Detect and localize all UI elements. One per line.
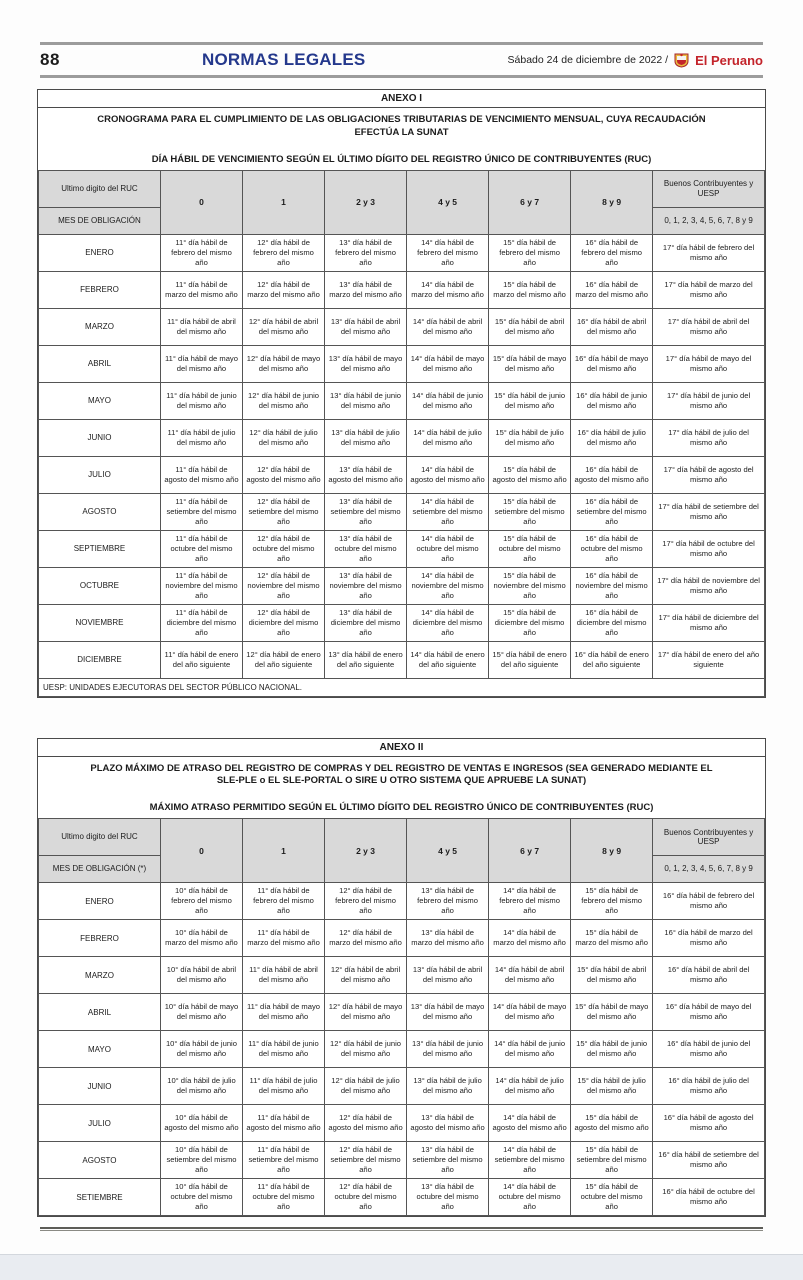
table-row	[39, 345, 765, 382]
anexo1-heading: DÍA HÁBIL DE VENCIMIENTO SEGÚN EL ÚLTIMO DÍGITO DEL REGISTRO ÚNICO DE CONTRIBUYENTES (RUC)	[151, 153, 652, 165]
due-date-cell: 15° día hábil de marzo del mismo año	[571, 920, 653, 957]
month-cell: DICIEMBRE	[39, 641, 161, 678]
month-cell: FEBRERO	[39, 271, 161, 308]
digit-header: 4 y 5	[407, 170, 489, 234]
due-date-cell: 14° día hábil de agosto del mismo año	[407, 456, 489, 493]
due-date-cell: 15° día hábil de enero del año siguiente	[489, 641, 571, 678]
month-cell: NOVIEMBRE	[39, 604, 161, 641]
due-date-cell: 10° día hábil de abril del mismo año	[160, 957, 242, 994]
due-date-cell: 13° día hábil de agosto del mismo año	[407, 1105, 489, 1142]
due-date-cell: 13° día hábil de octubre del mismo año	[325, 530, 407, 567]
due-date-cell: 11° día hábil de julio del mismo año	[242, 1068, 324, 1105]
due-date-cell: 16° día hábil de setiembre del mismo año	[653, 1142, 765, 1179]
table-row	[39, 1031, 765, 1068]
due-date-cell: 15° día hábil de noviembre del mismo año	[489, 567, 571, 604]
due-date-cell: 12° día hábil de julio del mismo año	[242, 419, 324, 456]
due-date-cell: 11° día hábil de setiembre del mismo año	[242, 1142, 324, 1179]
due-date-cell: 15° día hábil de febrero del mismo año	[489, 234, 571, 271]
anexo1-title: ANEXO I	[38, 90, 765, 108]
due-date-cell: 15° día hábil de marzo del mismo año	[489, 271, 571, 308]
table-row	[39, 920, 765, 957]
due-date-cell: 16° día hábil de abril del mismo año	[653, 957, 765, 994]
due-date-cell: 17° día hábil de setiembre del mismo año	[653, 493, 765, 530]
due-date-cell: 15° día hábil de mayo del mismo año	[489, 345, 571, 382]
anexo1-subtitle: CRONOGRAMA PARA EL CUMPLIMIENTO DE LAS OBLIGACIONES TRIBUTARIAS DE VENCIMIENTO MENSUAL, CUYA RECAUDACIÓN EFECTÚA LA SUNAT	[97, 114, 706, 138]
table-row	[39, 1105, 765, 1142]
due-date-cell: 11° día hábil de mayo del mismo año	[160, 345, 242, 382]
due-date-cell: 11° día hábil de enero del año siguiente	[160, 641, 242, 678]
anexo1-table	[38, 170, 765, 697]
due-date-cell: 14° día hábil de febrero del mismo año	[407, 234, 489, 271]
due-date-cell: 15° día hábil de octubre del mismo año	[571, 1179, 653, 1216]
due-date-cell: 10° día hábil de mayo del mismo año	[160, 994, 242, 1031]
digit-header: 1	[242, 819, 324, 883]
due-date-cell: 14° día hábil de abril del mismo año	[407, 308, 489, 345]
due-date-cell: 11° día hábil de diciembre del mismo año	[160, 604, 242, 641]
due-date-cell: 13° día hábil de junio del mismo año	[325, 382, 407, 419]
table-row	[39, 994, 765, 1031]
due-date-cell: 13° día hábil de febrero del mismo año	[407, 883, 489, 920]
due-date-cell: 17° día hábil de octubre del mismo año	[653, 530, 765, 567]
due-date-cell: 13° día hábil de julio del mismo año	[407, 1068, 489, 1105]
due-date-cell: 15° día hábil de abril del mismo año	[489, 308, 571, 345]
due-date-cell: 14° día hábil de junio del mismo año	[489, 1031, 571, 1068]
due-date-cell: 12° día hábil de febrero del mismo año	[325, 883, 407, 920]
due-date-cell: 13° día hábil de abril del mismo año	[325, 308, 407, 345]
due-date-cell: 15° día hábil de diciembre del mismo año	[489, 604, 571, 641]
page-bottom-rule	[40, 1227, 763, 1231]
month-cell: JUNIO	[39, 1068, 161, 1105]
due-date-cell: 14° día hábil de marzo del mismo año	[407, 271, 489, 308]
due-date-cell: 13° día hábil de agosto del mismo año	[325, 456, 407, 493]
masthead	[40, 45, 763, 75]
due-date-cell: 15° día hábil de agosto del mismo año	[489, 456, 571, 493]
month-cell: ABRIL	[39, 345, 161, 382]
anexo2-heading: MÁXIMO ATRASO PERMITIDO SEGÚN EL ÚLTIMO DÍGITO DEL REGISTRO ÚNICO DE CONTRIBUYENTES (RUC)	[149, 802, 654, 814]
anexo2-section	[37, 738, 766, 1218]
due-date-cell: 14° día hábil de marzo del mismo año	[489, 920, 571, 957]
due-date-cell: 16° día hábil de marzo del mismo año	[653, 920, 765, 957]
due-date-cell: 12° día hábil de marzo del mismo año	[242, 271, 324, 308]
due-date-cell: 15° día hábil de abril del mismo año	[571, 957, 653, 994]
due-date-cell: 15° día hábil de mayo del mismo año	[571, 994, 653, 1031]
buenos-contribuyentes-header: Buenos Contribuyentes y UESP	[653, 170, 765, 207]
digit-header: 8 y 9	[571, 170, 653, 234]
digit-header: 2 y 3	[325, 170, 407, 234]
due-date-cell: 11° día hábil de setiembre del mismo año	[160, 493, 242, 530]
due-date-cell: 12° día hábil de noviembre del mismo año	[242, 567, 324, 604]
due-date-cell: 12° día hábil de octubre del mismo año	[242, 530, 324, 567]
month-cell: ENERO	[39, 883, 161, 920]
due-date-cell: 14° día hábil de mayo del mismo año	[407, 345, 489, 382]
due-date-cell: 14° día hábil de noviembre del mismo año	[407, 567, 489, 604]
due-date-cell: 10° día hábil de agosto del mismo año	[160, 1105, 242, 1142]
due-date-cell: 16° día hábil de agosto del mismo año	[653, 1105, 765, 1142]
due-date-cell: 11° día hábil de noviembre del mismo año	[160, 567, 242, 604]
due-date-cell: 11° día hábil de agosto del mismo año	[160, 456, 242, 493]
anexo2-subtitle: PLAZO MÁXIMO DE ATRASO DEL REGISTRO DE COMPRAS Y DEL REGISTRO DE VENTAS E INGRESOS (SEA GENERADO MEDIANTE EL SLE-PLE o EL SLE-PORTAL O SIRE U OTRO SISTEMA QUE APRUEBE LA SUNAT)	[90, 762, 713, 787]
digit-header: 0	[160, 819, 242, 883]
month-cell: AGOSTO	[39, 493, 161, 530]
due-date-cell: 12° día hábil de mayo del mismo año	[242, 345, 324, 382]
due-date-cell: 16° día hábil de julio del mismo año	[571, 419, 653, 456]
table-row	[39, 382, 765, 419]
due-date-cell: 15° día hábil de julio del mismo año	[571, 1068, 653, 1105]
due-date-cell: 11° día hábil de octubre del mismo año	[242, 1179, 324, 1216]
digit-header: 6 y 7	[489, 819, 571, 883]
brand-name: El Peruano	[695, 52, 763, 68]
due-date-cell: 13° día hábil de mayo del mismo año	[407, 994, 489, 1031]
due-date-cell: 14° día hábil de julio del mismo año	[407, 419, 489, 456]
due-date-cell: 15° día hábil de junio del mismo año	[571, 1031, 653, 1068]
due-date-cell: 11° día hábil de febrero del mismo año	[242, 883, 324, 920]
due-date-cell: 11° día hábil de octubre del mismo año	[160, 530, 242, 567]
due-date-cell: 13° día hábil de marzo del mismo año	[325, 271, 407, 308]
month-cell: SEPTIEMBRE	[39, 530, 161, 567]
page-number: 88	[40, 50, 60, 69]
due-date-cell: 13° día hábil de mayo del mismo año	[325, 345, 407, 382]
due-date-cell: 17° día hábil de febrero del mismo año	[653, 234, 765, 271]
due-date-cell: 14° día hábil de setiembre del mismo año	[489, 1142, 571, 1179]
due-date-cell: 17° día hábil de julio del mismo año	[653, 419, 765, 456]
due-date-cell: 12° día hábil de febrero del mismo año	[242, 234, 324, 271]
due-date-cell: 11° día hábil de julio del mismo año	[160, 419, 242, 456]
due-date-cell: 13° día hábil de noviembre del mismo año	[325, 567, 407, 604]
uesp-footnote: UESP: UNIDADES EJECUTORAS DEL SECTOR PÚBLICO NACIONAL.	[39, 678, 765, 696]
due-date-cell: 11° día hábil de abril del mismo año	[160, 308, 242, 345]
ruc-digit-corner-label: Ultimo digito del RUC	[39, 819, 161, 856]
due-date-cell: 17° día hábil de mayo del mismo año	[653, 345, 765, 382]
due-date-cell: 16° día hábil de agosto del mismo año	[571, 456, 653, 493]
table-row	[39, 308, 765, 345]
month-cell: JUNIO	[39, 419, 161, 456]
table-row	[39, 234, 765, 271]
due-date-cell: 10° día hábil de octubre del mismo año	[160, 1179, 242, 1216]
table-row	[39, 1142, 765, 1179]
due-date-cell: 14° día hábil de febrero del mismo año	[489, 883, 571, 920]
due-date-cell: 15° día hábil de junio del mismo año	[489, 382, 571, 419]
buenos-contribuyentes-header: Buenos Contribuyentes y UESP	[653, 819, 765, 856]
due-date-cell: 14° día hábil de octubre del mismo año	[489, 1179, 571, 1216]
due-date-cell: 15° día hábil de febrero del mismo año	[571, 883, 653, 920]
due-date-cell: 14° día hábil de setiembre del mismo año	[407, 493, 489, 530]
month-cell: JULIO	[39, 456, 161, 493]
due-date-cell: 17° día hábil de noviembre del mismo año	[653, 567, 765, 604]
digit-header: 1	[242, 170, 324, 234]
due-date-cell: 14° día hábil de mayo del mismo año	[489, 994, 571, 1031]
due-date-cell: 15° día hábil de octubre del mismo año	[489, 530, 571, 567]
due-date-cell: 12° día hábil de setiembre del mismo año	[242, 493, 324, 530]
digit-header: 2 y 3	[325, 819, 407, 883]
due-date-cell: 16° día hábil de octubre del mismo año	[571, 530, 653, 567]
due-date-cell: 16° día hábil de mayo del mismo año	[571, 345, 653, 382]
due-date-cell: 17° día hábil de diciembre del mismo año	[653, 604, 765, 641]
due-date-cell: 12° día hábil de agosto del mismo año	[242, 456, 324, 493]
due-date-cell: 12° día hábil de abril del mismo año	[325, 957, 407, 994]
due-date-cell: 13° día hábil de enero del año siguiente	[325, 641, 407, 678]
due-date-cell: 16° día hábil de junio del mismo año	[653, 1031, 765, 1068]
due-date-cell: 11° día hábil de junio del mismo año	[242, 1031, 324, 1068]
mes-obligacion-label: MES DE OBLIGACIÓN	[39, 207, 161, 234]
mes-obligacion-label: MES DE OBLIGACIÓN (*)	[39, 856, 161, 883]
due-date-cell: 11° día hábil de marzo del mismo año	[160, 271, 242, 308]
due-date-cell: 12° día hábil de marzo del mismo año	[325, 920, 407, 957]
due-date-cell: 16° día hábil de enero del año siguiente	[571, 641, 653, 678]
due-date-cell: 12° día hábil de mayo del mismo año	[325, 994, 407, 1031]
due-date-cell: 15° día hábil de setiembre del mismo año	[489, 493, 571, 530]
due-date-cell: 17° día hábil de junio del mismo año	[653, 382, 765, 419]
month-cell: MAYO	[39, 1031, 161, 1068]
due-date-cell: 14° día hábil de abril del mismo año	[489, 957, 571, 994]
due-date-cell: 13° día hábil de abril del mismo año	[407, 957, 489, 994]
due-date-cell: 14° día hábil de julio del mismo año	[489, 1068, 571, 1105]
due-date-cell: 12° día hábil de junio del mismo año	[325, 1031, 407, 1068]
masthead-right	[508, 53, 763, 68]
anexo2-table	[38, 818, 765, 1216]
due-date-cell: 16° día hábil de setiembre del mismo año	[571, 493, 653, 530]
table-row	[39, 456, 765, 493]
due-date-cell: 15° día hábil de julio del mismo año	[489, 419, 571, 456]
table-row	[39, 641, 765, 678]
due-date-cell: 12° día hábil de agosto del mismo año	[325, 1105, 407, 1142]
due-date-cell: 12° día hábil de setiembre del mismo año	[325, 1142, 407, 1179]
table-row	[39, 1179, 765, 1216]
table-row	[39, 1068, 765, 1105]
header-bottom-rule	[40, 75, 763, 78]
anexo1-section	[37, 89, 766, 698]
due-date-cell: 14° día hábil de diciembre del mismo año	[407, 604, 489, 641]
due-date-cell: 12° día hábil de enero del año siguiente	[242, 641, 324, 678]
table-row	[39, 957, 765, 994]
due-date-cell: 12° día hábil de junio del mismo año	[242, 382, 324, 419]
due-date-cell: 13° día hábil de junio del mismo año	[407, 1031, 489, 1068]
month-cell: FEBRERO	[39, 920, 161, 957]
due-date-cell: 13° día hábil de febrero del mismo año	[325, 234, 407, 271]
due-date-cell: 13° día hábil de setiembre del mismo año	[325, 493, 407, 530]
due-date-cell: 11° día hábil de agosto del mismo año	[242, 1105, 324, 1142]
month-cell: ABRIL	[39, 994, 161, 1031]
table-row	[39, 604, 765, 641]
due-date-cell: 14° día hábil de junio del mismo año	[407, 382, 489, 419]
due-date-cell: 17° día hábil de enero del año siguiente	[653, 641, 765, 678]
due-date-cell: 17° día hábil de abril del mismo año	[653, 308, 765, 345]
due-date-cell: 16° día hábil de abril del mismo año	[571, 308, 653, 345]
due-date-cell: 13° día hábil de setiembre del mismo año	[407, 1142, 489, 1179]
viewer-bottom-strip	[0, 1254, 803, 1280]
table-row	[39, 419, 765, 456]
due-date-cell: 10° día hábil de setiembre del mismo año	[160, 1142, 242, 1179]
due-date-cell: 13° día hábil de diciembre del mismo año	[325, 604, 407, 641]
due-date-cell: 16° día hábil de febrero del mismo año	[653, 883, 765, 920]
digit-header: 8 y 9	[571, 819, 653, 883]
table-row	[39, 271, 765, 308]
due-date-cell: 10° día hábil de febrero del mismo año	[160, 883, 242, 920]
due-date-cell: 16° día hábil de mayo del mismo año	[653, 994, 765, 1031]
due-date-cell: 10° día hábil de marzo del mismo año	[160, 920, 242, 957]
due-date-cell: 13° día hábil de julio del mismo año	[325, 419, 407, 456]
month-cell: MARZO	[39, 957, 161, 994]
masthead-title: NORMAS LEGALES	[202, 50, 366, 69]
due-date-cell: 11° día hábil de febrero del mismo año	[160, 234, 242, 271]
due-date-cell: 16° día hábil de junio del mismo año	[571, 382, 653, 419]
digit-header: 6 y 7	[489, 170, 571, 234]
due-date-cell: 16° día hábil de diciembre del mismo año	[571, 604, 653, 641]
table-row	[39, 530, 765, 567]
due-date-cell: 11° día hábil de junio del mismo año	[160, 382, 242, 419]
due-date-cell: 11° día hábil de marzo del mismo año	[242, 920, 324, 957]
due-date-cell: 16° día hábil de marzo del mismo año	[571, 271, 653, 308]
due-date-cell: 11° día hábil de abril del mismo año	[242, 957, 324, 994]
due-date-cell: 10° día hábil de julio del mismo año	[160, 1068, 242, 1105]
due-date-cell: 16° día hábil de noviembre del mismo año	[571, 567, 653, 604]
digit-header: 0	[160, 170, 242, 234]
due-date-cell: 12° día hábil de diciembre del mismo año	[242, 604, 324, 641]
due-date-cell: 12° día hábil de abril del mismo año	[242, 308, 324, 345]
due-date-cell: 12° día hábil de julio del mismo año	[325, 1068, 407, 1105]
anexo2-title: ANEXO II	[38, 739, 765, 757]
due-date-cell: 14° día hábil de octubre del mismo año	[407, 530, 489, 567]
due-date-cell: 15° día hábil de setiembre del mismo año	[571, 1142, 653, 1179]
buenos-digits-label: 0, 1, 2, 3, 4, 5, 6, 7, 8 y 9	[653, 856, 765, 883]
due-date-cell: 11° día hábil de mayo del mismo año	[242, 994, 324, 1031]
due-date-cell: 10° día hábil de junio del mismo año	[160, 1031, 242, 1068]
month-cell: MARZO	[39, 308, 161, 345]
month-cell: AGOSTO	[39, 1142, 161, 1179]
el-peruano-logo-icon	[673, 53, 690, 68]
buenos-digits-label: 0, 1, 2, 3, 4, 5, 6, 7, 8 y 9	[653, 207, 765, 234]
due-date-cell: 13° día hábil de octubre del mismo año	[407, 1179, 489, 1216]
due-date-cell: 16° día hábil de febrero del mismo año	[571, 234, 653, 271]
ruc-digit-corner-label: Ultimo digito del RUC	[39, 170, 161, 207]
due-date-cell: 14° día hábil de agosto del mismo año	[489, 1105, 571, 1142]
table-row	[39, 883, 765, 920]
due-date-cell: 17° día hábil de agosto del mismo año	[653, 456, 765, 493]
due-date-cell: 13° día hábil de marzo del mismo año	[407, 920, 489, 957]
due-date-cell: 17° día hábil de marzo del mismo año	[653, 271, 765, 308]
month-cell: JULIO	[39, 1105, 161, 1142]
due-date-cell: 16° día hábil de julio del mismo año	[653, 1068, 765, 1105]
month-cell: OCTUBRE	[39, 567, 161, 604]
due-date-cell: 14° día hábil de enero del año siguiente	[407, 641, 489, 678]
table-row	[39, 493, 765, 530]
month-cell: ENERO	[39, 234, 161, 271]
due-date-cell: 12° día hábil de octubre del mismo año	[325, 1179, 407, 1216]
due-date-cell: 16° día hábil de octubre del mismo año	[653, 1179, 765, 1216]
digit-header: 4 y 5	[407, 819, 489, 883]
month-cell: MAYO	[39, 382, 161, 419]
anexo1-table-container	[38, 170, 765, 697]
anexo2-table-container	[38, 818, 765, 1216]
table-row	[39, 567, 765, 604]
due-date-cell: 15° día hábil de agosto del mismo año	[571, 1105, 653, 1142]
month-cell: SETIEMBRE	[39, 1179, 161, 1216]
section-gap	[0, 698, 803, 727]
date-line: Sábado 24 de diciembre de 2022 /	[507, 54, 669, 66]
